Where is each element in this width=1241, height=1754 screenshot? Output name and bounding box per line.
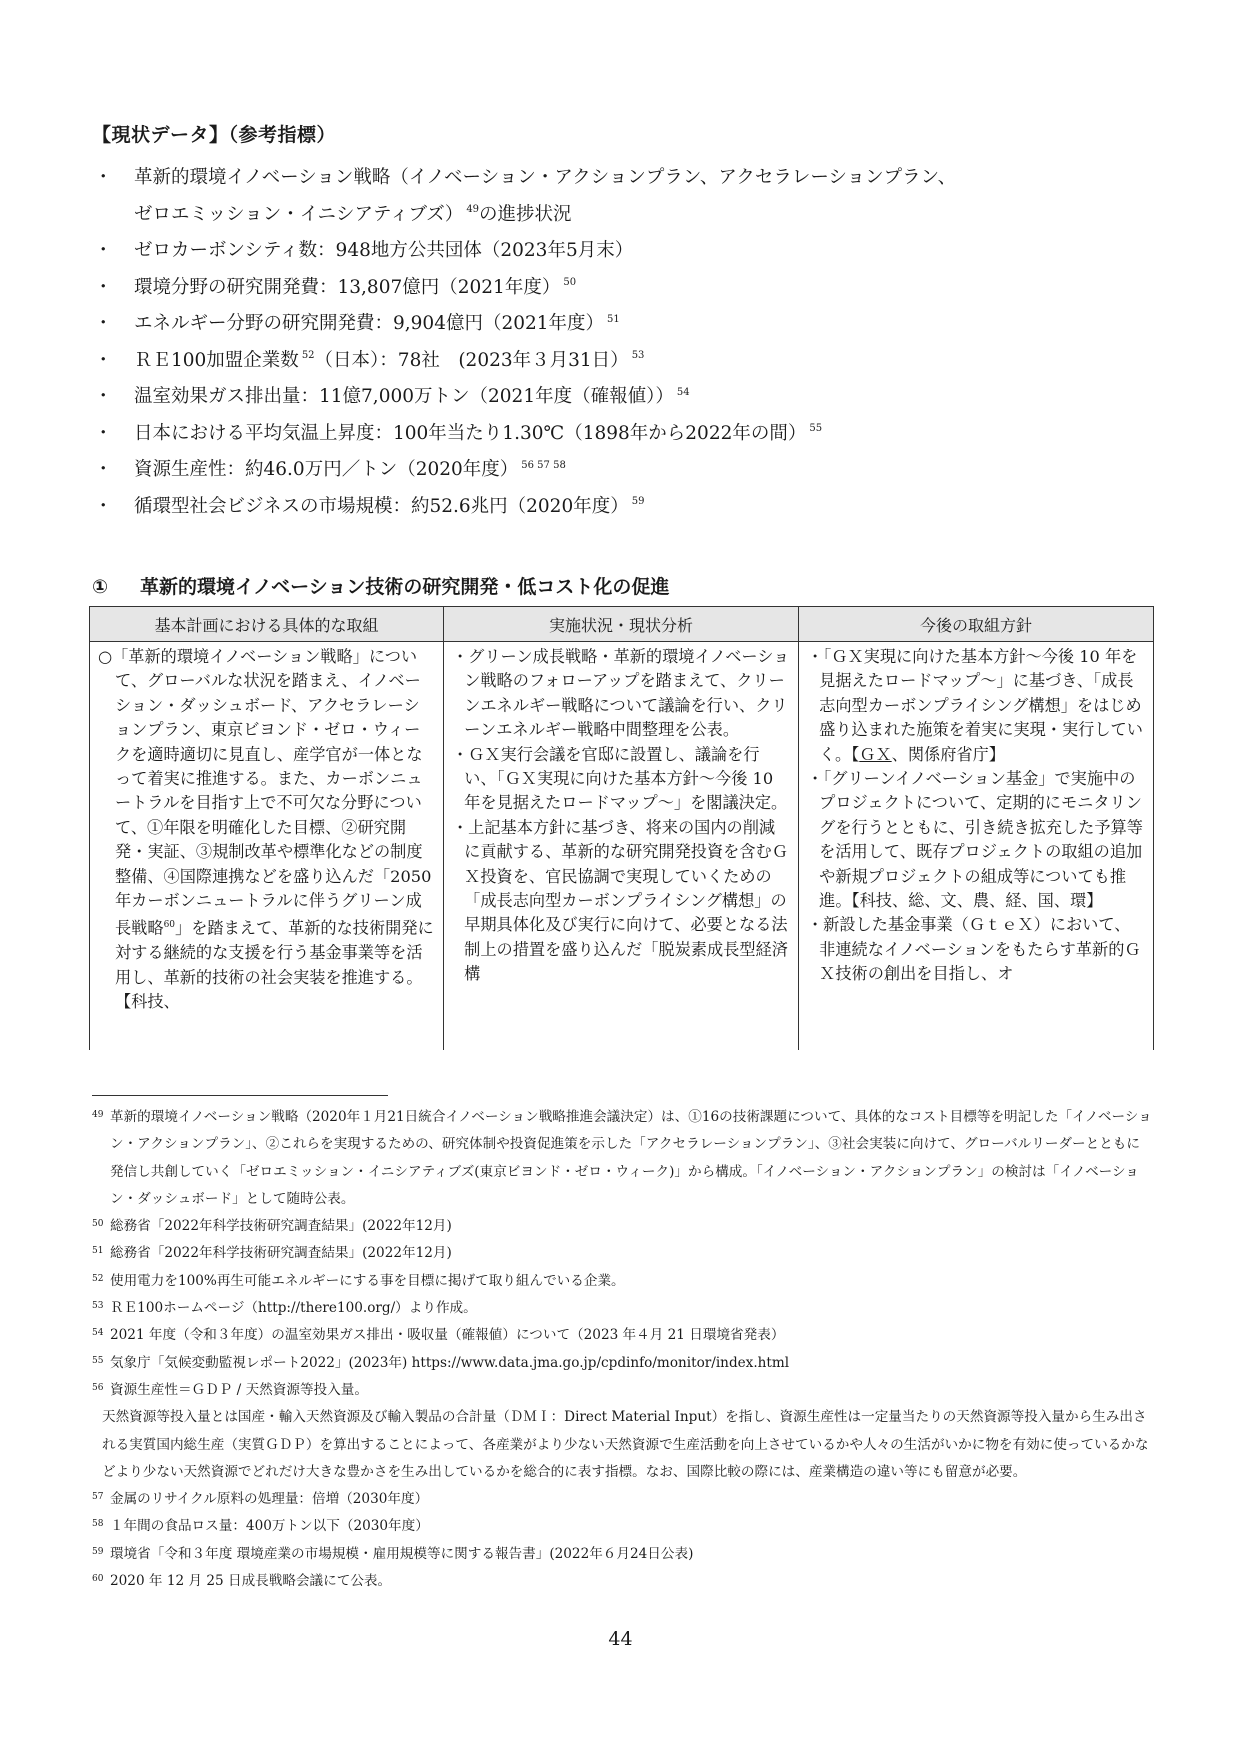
plan-table [89,606,1154,1050]
column-header: 基本計画における具体的な取組 [90,607,444,642]
cell-paragraph: ・グリーン成長戦略・革新的環境イノベーション戦略のフォローアップを踏まえて、クリーンエネルギー戦略について議論を行い、クリーンエネルギー戦略中間整理を公表。 [452,647,790,740]
footnote-text: 気象庁「気候変動監視レポート2022」(2023年) https://www.data.jma.go.jp/cpdinfo/monitor/index.html [110,1354,790,1371]
indicator-item [92,489,1152,526]
table-cell-status [444,642,799,1051]
footnote [92,1568,1152,1595]
footnote-text: ＲＥ100ホームページ（http://there100.org/）より作成。 [110,1300,477,1317]
indicator-text: 革新的環境イノベーション戦略（イノベーション・アクションプラン、アクセラレーションプラン、 [134,167,957,188]
indicator-text: ゼロカーボンシティ数：948地方公共団体（2023年5月末） [134,240,634,261]
column-header: 今後の取組方針 [799,607,1154,642]
subsection-heading [92,572,669,599]
table-row [90,642,1154,1051]
footnote [92,1295,1152,1322]
footnote-number: 53 [92,1301,104,1312]
subsection-number: ① [92,576,109,598]
footnote-number: 57 [92,1492,104,1503]
bullet-icon: ・ [94,386,113,407]
footnote [92,1240,1152,1267]
footnote-text: 総務省「2022年科学技術研究調査結果」(2022年12月) [110,1218,452,1235]
cell-paragraph [807,645,1145,767]
footnote-ref[interactable]: 54 [676,386,690,398]
indicator-item [92,416,1152,453]
table-cell-plan [90,642,444,1051]
bullet-icon: ・ [94,167,113,188]
bullet-icon: ・ [94,349,113,371]
footnote-text: 環境省「令和３年度 環境産業の市場規模・雇用規模等に関する報告書」(2022年６月24日公表) [110,1545,694,1562]
footnote-number: 59 [92,1546,104,1557]
footnote-text: 使用電力を100%再生可能エネルギーにする事を目標に掲げて取り組んでいる企業。 [110,1272,625,1289]
cell-text: 、関係府省庁】 [891,744,1005,764]
footnote [92,1350,1152,1377]
cell-text: ○「革新的環境イノベーション戦略」について、グローバルな状況を踏まえ、イノベーション・ダッシュボード、アクセラレーションプラン、東京ビヨンド・ゼロ・ウィークを適時適切に見直し、産学官が一体となって着実に推進する。また、カーボンニュートラルを目指す上で不可欠な分野について、①年限を明確化した目標、②研究開発・実証、③規制改革や標準化などの制度整備、④国際連携などを盛り込んだ「2050 年カーボンニュートラルに伴うグリーン成長戦略 [98,647,432,938]
cell-paragraph: ・「グリーンイノベーション基金」で実施中のプロジェクトについて、定期的にモニタリングを行うとともに、引き続き拡充した予算等を活用して、既存プロジェクトの取組の追加や新規プロジェクトの組成等についても推進。【科技、総、文、農、経、国、環】 [807,769,1143,911]
footnote-text: １年間の食品ロス量：400万トン以下（2030年度） [110,1518,429,1535]
footnote-text: 天然資源等投入量とは国産・輸入天然資源及び輸入製品の合計量（ＤＭＩ：Direct Material Input）を指し、資源生産性は一定量当たりの天然資源等投入量から生み出される実質国内総生産（実質ＧＤＰ）を算出することによって、各産業がより少ない天然資源で生産活動を向上させているかや人々の生活がいかに物を有効に使っているかなどより少ない天然資源でどれだけ大きな豊かさを生み出しているかを総合的に表す指標。なお、国際比較の際には、産業構造の違い等にも留意が必要。 [102,1409,1149,1480]
footnote [92,1377,1152,1404]
footnote-text: 金属のリサイクル原料の処理量：倍増（2030年度） [110,1491,429,1508]
footnote-ref[interactable]: 51 [607,313,620,325]
footnote-number: 50 [92,1219,104,1230]
cell-text: 」を踏まえて、革新的な技術開発に対する継続的な支援を行う基金事業等を活用し、革新的技術の社会実装を推進する。【科技、 [115,918,434,1012]
indicator-text: 循環型社会ビジネスの市場規模：約52.6兆円（2020年度） [134,495,629,517]
bullet-icon: ・ [94,240,113,261]
indicator-text: 資源生産性：約46.0万円／トン（2020年度） [134,459,519,480]
footnotes [92,1104,1152,1595]
footnote-text: 総務省「2022年科学技術研究調査結果」(2022年12月) [110,1245,452,1262]
footnote-text: 資源生産性＝ＧＤＰ / 天然資源等投入量。 [110,1381,368,1398]
cell-paragraph: ・ＧＸ実行会議を官邸に設置し、議論を行い、「ＧＸ実現に向けた基本方針〜今後 10 年を見据えたロードマップ〜」を閣議決定。 [452,744,788,813]
footnote-number: 58 [92,1519,104,1530]
indicator-text: 日本における平均気温上昇度：100年当たり1.30℃（1898年から2022年の間） [134,422,807,444]
indicator-item [92,233,1152,270]
cell-paragraph: ・新設した基金事業（ＧｔｅＸ）において、非連続なイノベーションをもたらす革新的ＧＸ技術の創出を目指し、オ [807,915,1141,984]
table-header-row [90,607,1154,642]
bullet-icon: ・ [94,313,113,334]
footnote-number: 49 [92,1110,104,1120]
subsection-title: 革新的環境イノベーション技術の研究開発・低コスト化の促進 [140,576,670,598]
page-number: 44 [608,1628,633,1650]
indicator-list [92,160,1152,525]
footnote-number: 52 [92,1273,104,1284]
footnote-number: 56 [92,1382,104,1393]
footnote-ref[interactable]: 59 [631,496,645,508]
footnote-ref[interactable]: 55 [809,423,823,435]
cell-text: ・「ＧＸ実現に向けた基本方針〜今後 10 年を見据えたロードマップ〜」に基づき、「成長志向型カーボンプライシング構想」をはじめ盛り込まれた施策を着実に実現・実行していく。【 [807,647,1143,764]
cell-paragraph [98,645,435,1014]
indicator-text: 環境分野の研究開発費：13,807億円（2021年度） [134,276,561,298]
column-header: 実施状況・現状分析 [444,607,799,642]
footnote-text: 2020 年 12 月 25 日成長戦略会議にて公表。 [110,1573,392,1590]
footnote-divider [92,1095,388,1096]
footnote-ref[interactable]: 53 [631,350,645,362]
bullet-icon: ・ [94,276,113,298]
footnote-text: 革新的環境イノベーション戦略（2020年１月21日統合イノベーション戦略推進会議決定）は、①16の技術課題について、具体的なコスト目標等を明記した「イノベーション・アクションプラン」、②これらを実現するための、研究体制や投資促進策を示した「アクセラレーションプラン」、③社会実装に向けて、グローバルリーダーとともに発信し共創していく「ゼロエミッション・イニシアティブズ(東京ビヨンド・ゼロ・ウィーク)」から構成。「イノベーション・アクションプラン」の検討は「イノベーション・ダッシュボード」として随時公表。 [110,1109,1152,1207]
indicator-text: ＲＥ100加盟企業数 [134,349,299,371]
indicator-text: の進捗状況 [479,203,572,225]
footnote-ref[interactable]: 50 [563,277,577,289]
indicator-text: （日本）：78社 (2023年３月31日） [314,349,629,371]
indicator-item [92,270,1152,307]
indicator-item [92,379,1152,416]
indicator-text: ゼロエミッション・イニシアティブズ） [134,203,464,225]
table-cell-policy [799,642,1154,1051]
footnote [92,1486,1152,1513]
indicator-item [92,306,1152,343]
bullet-icon: ・ [94,459,113,480]
bullet-icon: ・ [94,495,113,517]
indicator-item [92,160,1152,233]
cell-text-underlined: ＧＸ [859,744,892,764]
footnote [92,1541,1152,1568]
footnote-text: 2021 年度（令和３年度）の温室効果ガス排出・吸収量（確報値）について（2023 年４月 21 日環境省発表） [110,1327,785,1344]
indicator-item [92,343,1152,380]
bullet-icon: ・ [94,422,113,444]
footnote-ref[interactable]: 56 57 58 [521,459,566,471]
indicator-text: 温室効果ガス排出量：11億7,000万トン（2021年度（確報値）） [134,386,674,407]
footnote-number: 60 [92,1574,104,1585]
footnote-continuation [92,1404,1152,1486]
footnote [92,1268,1152,1295]
footnote-number: 51 [92,1246,104,1257]
footnote-ref[interactable]: 52 [301,350,315,362]
indicator-item [92,452,1152,489]
footnote-ref[interactable]: 49 [466,204,480,216]
footnote [92,1213,1152,1240]
footnote-number: 55 [92,1355,104,1366]
status-data-heading: 【現状データ】（参考指標） [92,124,337,146]
footnote [92,1513,1152,1540]
footnote [92,1322,1152,1349]
indicator-text: エネルギー分野の研究開発費：9,904億円（2021年度） [134,313,605,334]
footnote-number: 54 [92,1328,104,1339]
footnote-ref[interactable]: 60 [163,920,176,931]
footnote [92,1104,1152,1213]
cell-paragraph: ・上記基本方針に基づき、将来の国内の削減に貢献する、革新的な研究開発投資を含むＧＸ投資を、官民協調で実現していくための「成長志向型カーボンプライシング構想」の早期具体化及び実行に向けて、必要となる法制上の措置を盛り込んだ「脱炭素成長型経済構 [452,817,788,984]
